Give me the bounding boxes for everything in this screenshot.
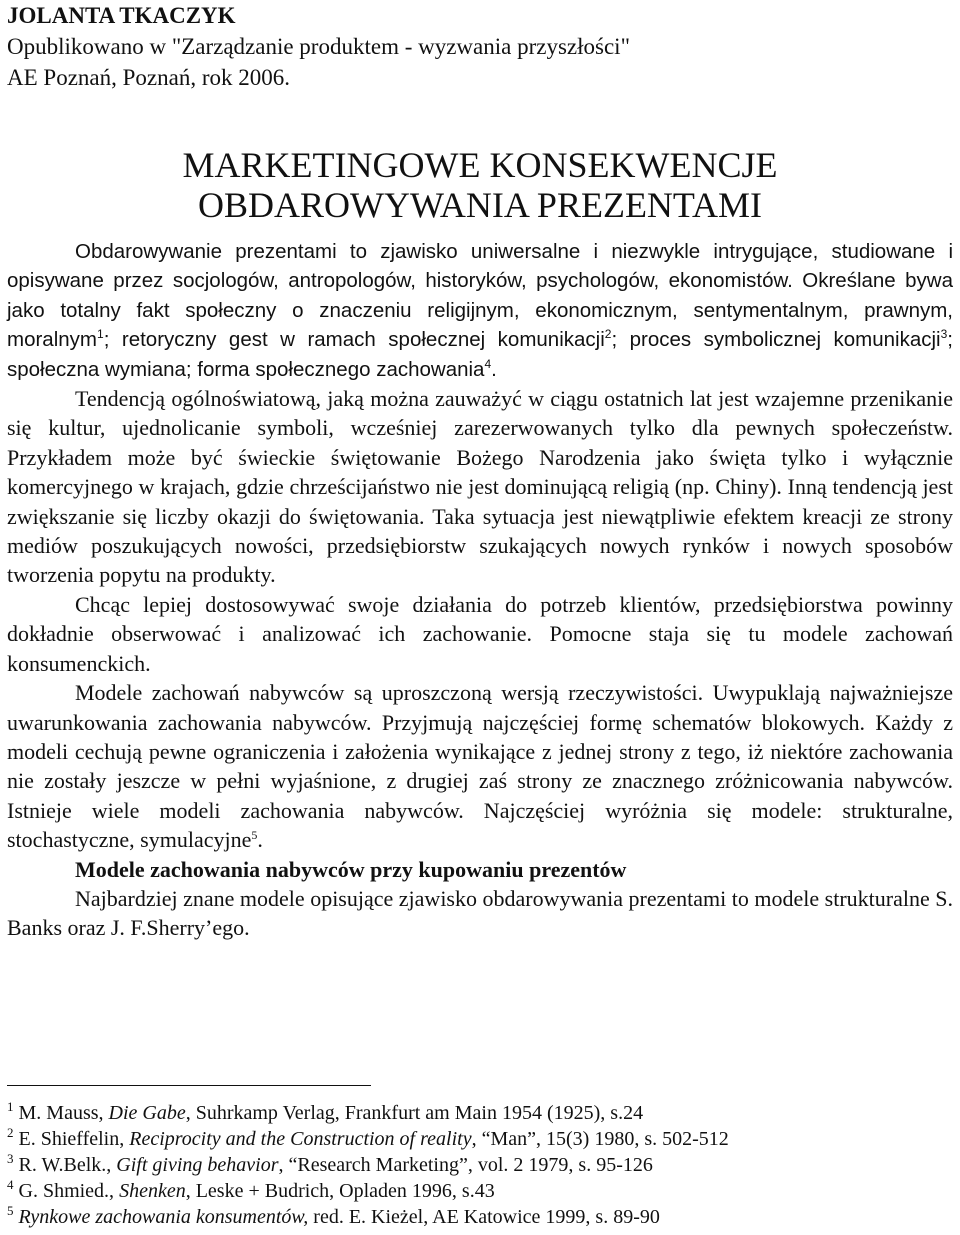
paragraph-4-text-b: .: [257, 827, 263, 853]
footnote-3: [7, 1152, 729, 1178]
footnotes: [7, 1100, 729, 1230]
footnote-title: Reciprocity and the Construction of reality: [129, 1128, 472, 1150]
footnote-text: , “Research Marketing”, vol. 2 1979, s. 95-126: [278, 1154, 653, 1176]
footnote-title: Rynkowe zachowania konsumentów,: [18, 1206, 309, 1228]
paragraph-1-text-e: .: [491, 357, 497, 381]
paragraph-1-text-b: ; retoryczny gest w ramach społecznej komunikacji: [103, 328, 605, 352]
footnote-title: Shenken: [119, 1180, 186, 1202]
paragraph-4: [7, 678, 953, 854]
paragraph-1-text-d: ; społeczna wymiana; forma społecznego zachowania: [7, 328, 953, 381]
article-title: [0, 145, 960, 225]
paragraph-2: Tendencją ogólnoświatową, jaką można zauważyć w ciągu ostatnich lat jest wzajemne przenikanie się kultur, ujednolicanie symboli, wcześniej zarezerwowanych tylko dla pewnych społeczeństw. Przykładem może być świeckie świętowanie Bożego Narodzenia jako święta tylko i wyłącznie komercyjnego w krajach, gdzie chrześcijaństwo nie jest dominującą religią (np. Chiny). Inną tendencją jest zwiększanie się liczby okazji do świętowania. Taka sytuacja jest niewątpliwie efektem kreacji ze strony mediów poszukujących nowości, przedsiębiorstw szukających nowych rynków i nowych sposobów tworzenia popytu na produkty.: [7, 386, 953, 588]
footnote-ref-4: 4: [484, 356, 492, 371]
publication-place: AE Poznań, Poznań, rok 2006.: [7, 65, 290, 90]
footnote-number: 5: [7, 1203, 14, 1218]
footnote-2: [7, 1126, 729, 1152]
paragraph-1-text-a: Obdarowywanie prezentami to zjawisko uniwersalne i niezwykle intrygujące, studiowane i opisywane przez socjologów, antropologów, historyków, psychologów, ekonomistów. Określane bywa jako totalny fakt społeczny o znaczeniu religijnym, ekonomicznym, sentymentalnym, prawnym, moralnym: [7, 240, 953, 352]
paragraph-1: [7, 237, 953, 384]
footnote-ref-2: 2: [604, 327, 612, 342]
footnote-number: 1: [7, 1099, 14, 1114]
footnote-text: , Leske + Budrich, Opladen 1996, s.43: [185, 1180, 495, 1202]
footnote-4: [7, 1178, 729, 1204]
footnote-separator: [7, 1085, 371, 1086]
paragraph-3: Chcąc lepiej dostosowywać swoje działania do potrzeb klientów, przedsiębiorstwa powinny dokładnie obserwować i analizować ich zachowanie. Pomocne staja się tu modele zachowań konsumenckich.: [7, 591, 953, 676]
author-name: JOLANTA TKACZYK: [7, 3, 236, 28]
section-heading: Modele zachowania nabywców przy kupowaniu prezentów: [75, 856, 627, 882]
footnote-ref-1: 1: [97, 327, 104, 342]
footnote-title: Die Gabe: [108, 1102, 186, 1124]
paragraph-5: Najbardziej znane modele opisujące zjawisko obdarowywania prezentami to modele strukturalne S. Banks oraz J. F.Sherry’ego.: [7, 885, 953, 941]
footnote-number: 2: [7, 1125, 14, 1140]
title-line-1: MARKETINGOWE KONSEKWENCJE: [182, 145, 778, 185]
footnote-text: , “Man”, 15(3) 1980, s. 502-512: [471, 1128, 729, 1150]
footnote-text: R. W.Belk.,: [13, 1154, 117, 1176]
footnote-1: [7, 1100, 729, 1126]
footnote-title: Gift giving behavior: [116, 1154, 279, 1176]
paragraph-4-text-a: Modele zachowań nabywców są uproszczoną wersją rzeczywistości. Uwypuklają najważniejsze uwarunkowania zachowania nabywców. Przyjmują najczęściej formę schematów blokowych. Każdy z modeli cechują pewne ograniczenia i założenia wynikające z jednej strony z tego, iż niektóre zachowania nie zostały jeszcze w pełni wyjaśnione, z drugiej zaś strony ze znacznego zróżnicowania nabywców. Istnieje wiele modeli zachowania nabywców. Najczęściej wyróżnia się modele: strukturalne, stochastyczne, symulacyjne: [7, 680, 953, 853]
paragraph-1-text-c: ; proces symbolicznej komunikacji: [611, 328, 941, 352]
footnote-ref-5: 5: [251, 828, 258, 843]
footnote-text: , Suhrkamp Verlag, Frankfurt am Main 1954 (1925), s.24: [185, 1102, 644, 1124]
publication-line: Opublikowano w "Zarządzanie produktem - wyzwania przyszłości": [7, 34, 630, 59]
footnote-ref-3: 3: [940, 327, 948, 342]
footnote-number: 3: [7, 1151, 14, 1166]
header-block: [7, 0, 630, 93]
article-body: [7, 237, 953, 943]
title-line-2: OBDAROWYWANIA PREZENTAMI: [197, 185, 763, 225]
footnote-text: G. Shmied.,: [13, 1180, 120, 1202]
footnote-number: 4: [7, 1177, 14, 1192]
footnote-text: M. Mauss,: [13, 1102, 109, 1124]
footnote-text: red. E. Kieżel, AE Katowice 1999, s. 89-90: [308, 1206, 660, 1228]
footnote-text: E. Shieffelin,: [13, 1128, 130, 1150]
footnote-5: [7, 1204, 729, 1230]
